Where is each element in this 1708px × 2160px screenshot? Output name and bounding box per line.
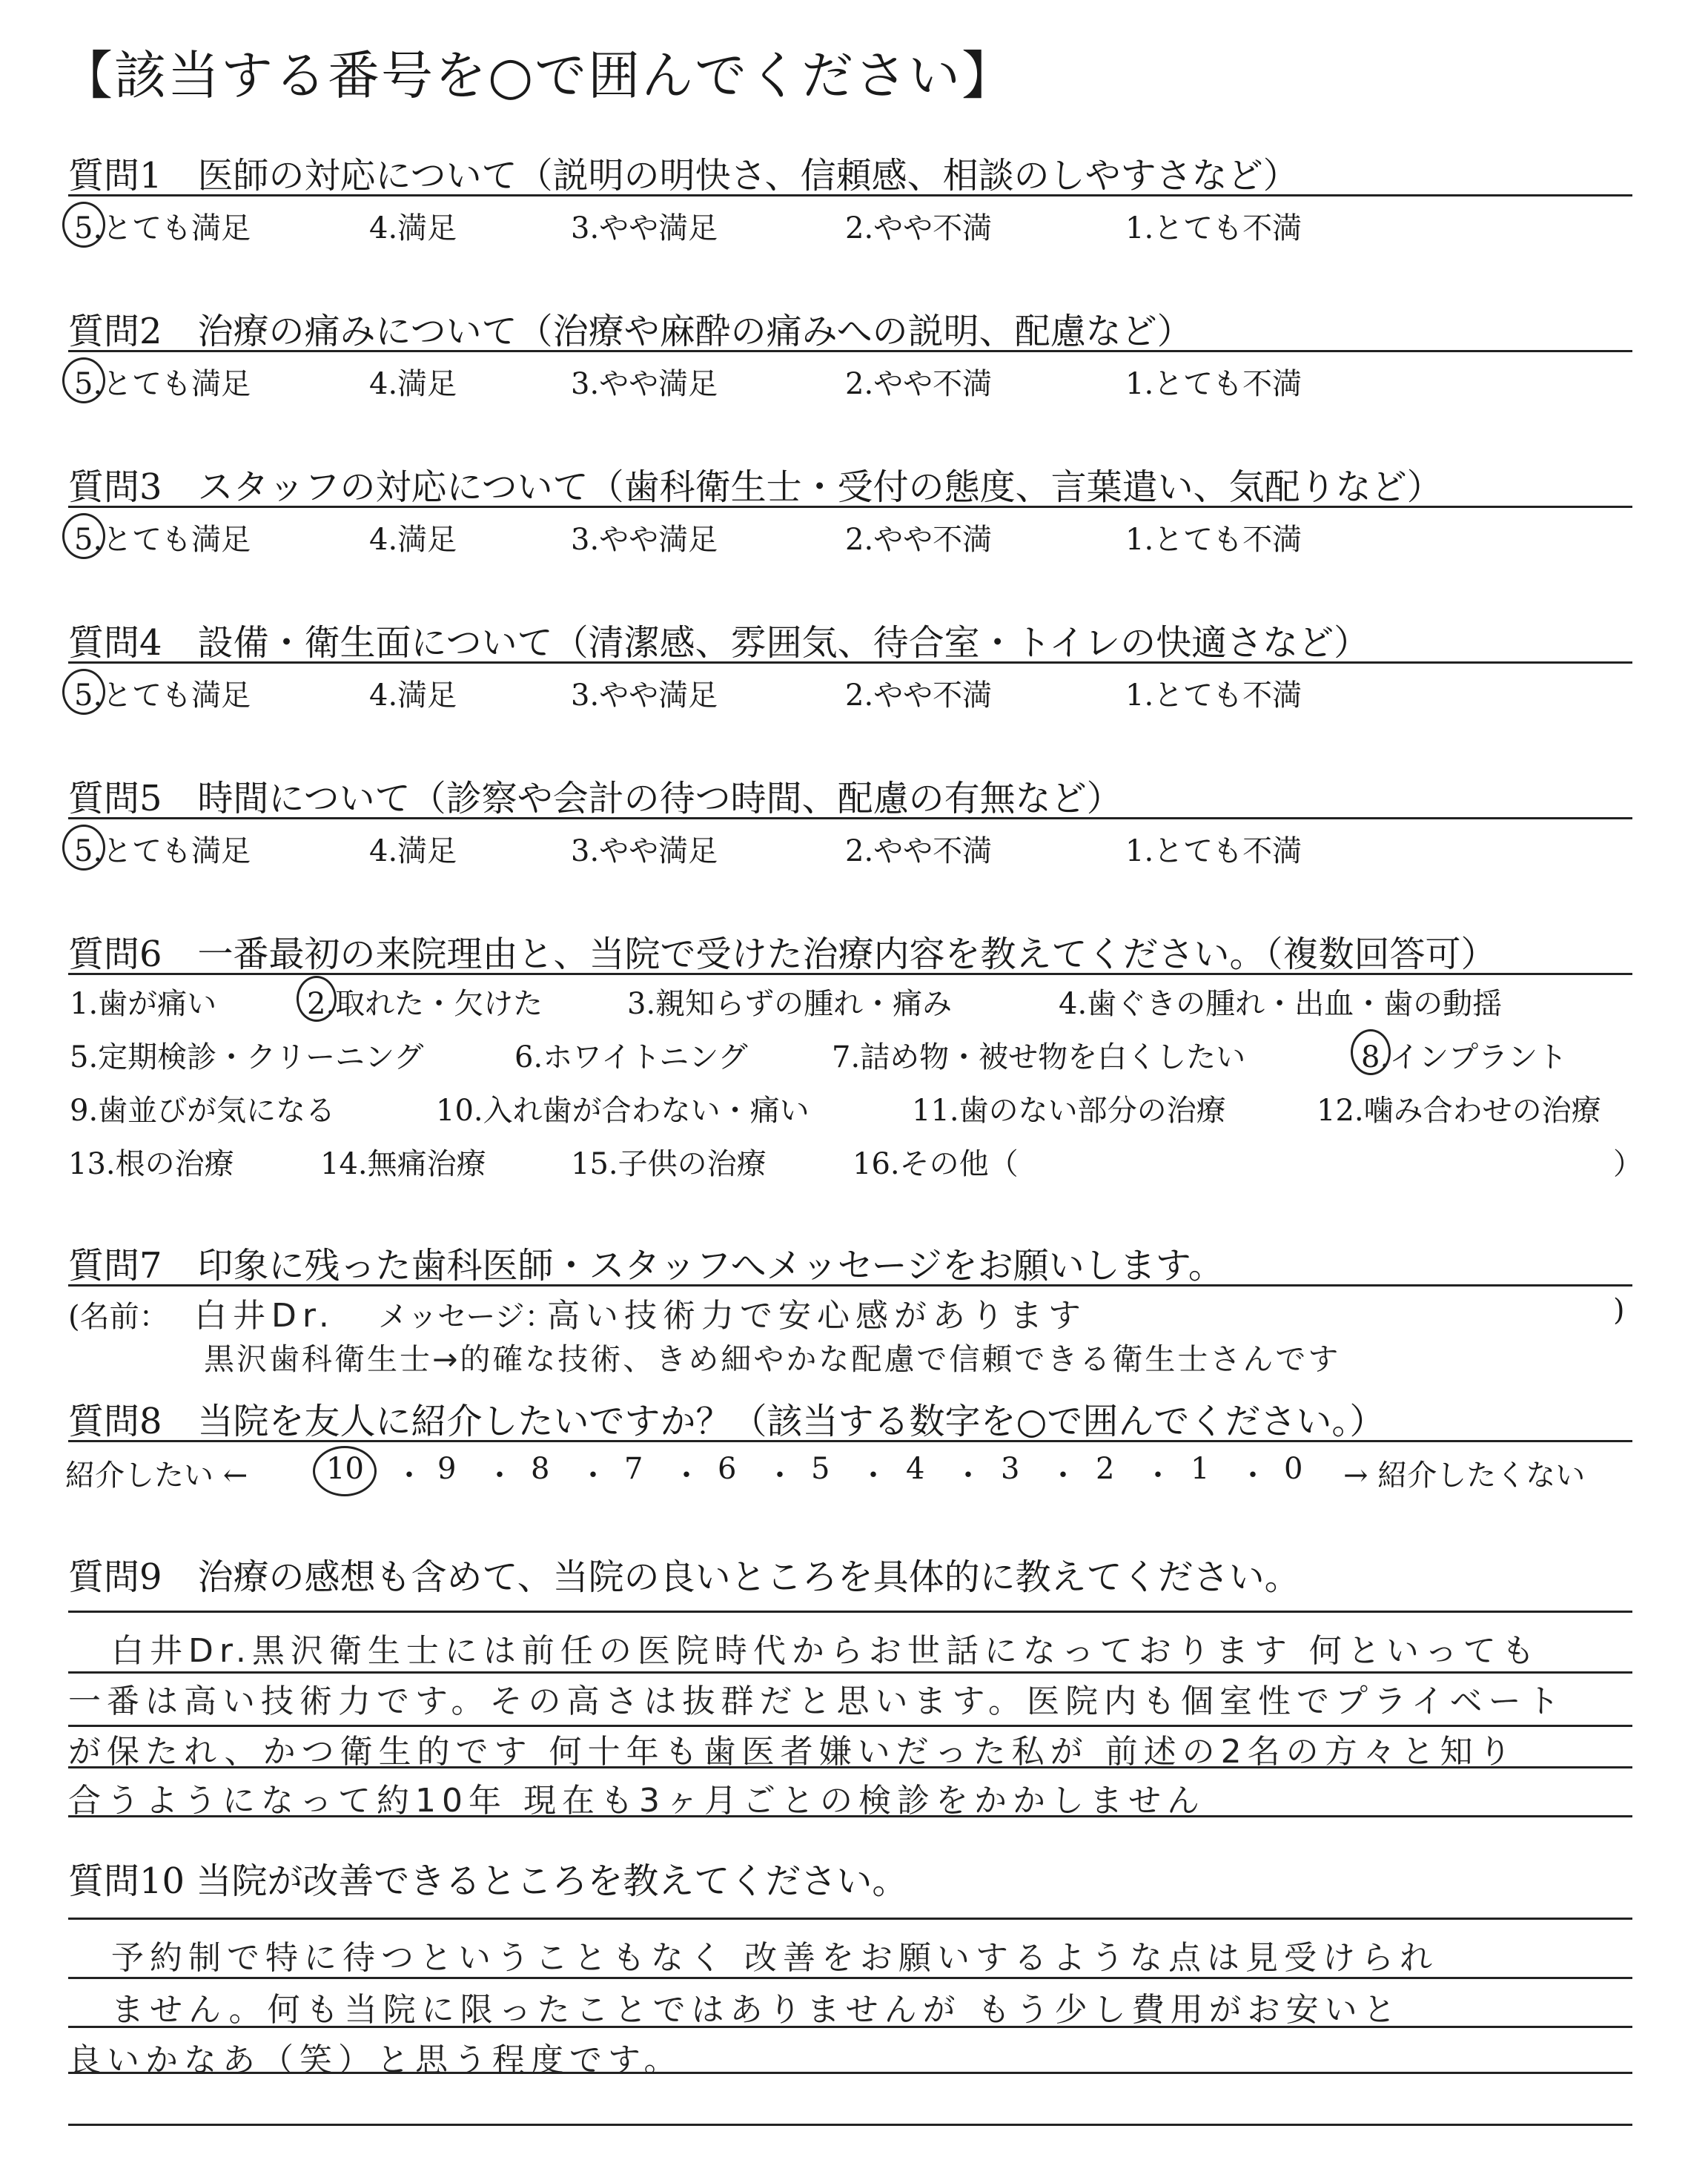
q6-option-13[interactable]: 13.根の治療 bbox=[68, 1147, 234, 1181]
q6-option-16[interactable]: 16.その他（ bbox=[853, 1147, 1019, 1181]
question-2-heading: 質問2 治療の痛みについて（治療や麻酔の痛みへの説明、配慮など） bbox=[68, 311, 1193, 352]
q6-selected-circle-8 bbox=[1351, 1029, 1391, 1075]
question-6-rule bbox=[68, 973, 1632, 975]
recommend-score-5[interactable]: 5 bbox=[811, 1452, 830, 1486]
q1-option-1[interactable]: 1.とても不満 bbox=[1125, 211, 1302, 245]
question-9-heading: 質問9 治療の感想も含めて、当院の良いところを具体的に教えてください。 bbox=[68, 1556, 1300, 1598]
scale-separator: ・ bbox=[672, 1459, 701, 1493]
scale-separator: ・ bbox=[858, 1459, 888, 1493]
scale-separator: ・ bbox=[953, 1459, 983, 1493]
message-line-1: 高い技術力で安心感があります bbox=[547, 1297, 1087, 1335]
q3-option-1[interactable]: 1.とても不満 bbox=[1125, 523, 1302, 557]
q10-answer-line-2: ません。何も当院に限ったことではありませんが もう少し費用がお安いと bbox=[111, 1991, 1402, 2029]
question-7-rule bbox=[68, 1284, 1632, 1287]
q6-option-7[interactable]: 7.詰め物・被せ物を白くしたい bbox=[832, 1040, 1246, 1074]
scale-separator: ・ bbox=[765, 1459, 795, 1493]
recommend-score-2[interactable]: 2 bbox=[1096, 1452, 1115, 1486]
q9-rule-1 bbox=[68, 1611, 1632, 1613]
name-label: (名前： bbox=[68, 1300, 169, 1334]
question-4-heading: 質問4 設備・衛生面について（清潔感、雰囲気、待合室・トイレの快適さなど） bbox=[68, 622, 1370, 664]
q3-option-5[interactable]: 5.とても満足 bbox=[74, 523, 251, 557]
scale-separator: ・ bbox=[485, 1459, 514, 1493]
q6-option-11[interactable]: 11.歯のない部分の治療 bbox=[912, 1094, 1226, 1128]
q4-option-5[interactable]: 5.とても満足 bbox=[74, 678, 251, 713]
q9-answer-line-3: が保たれ、かつ衛生的です 何十年も歯医者嫌いだった私が 前述の2名の方々と知り bbox=[68, 1733, 1517, 1771]
recommend-score-7[interactable]: 7 bbox=[624, 1452, 643, 1486]
recommend-score-4[interactable]: 4 bbox=[906, 1452, 925, 1486]
question-5-heading: 質問5 時間について（診察や会計の待つ時間、配慮の有無など） bbox=[68, 778, 1122, 819]
q5-option-2[interactable]: 2.やや不満 bbox=[845, 834, 993, 868]
q6-option-17[interactable]: ） bbox=[1613, 1147, 1643, 1181]
scale-separator: ・ bbox=[1048, 1459, 1078, 1493]
recommend-score-3[interactable]: 3 bbox=[1001, 1452, 1020, 1486]
question-2-rule bbox=[68, 350, 1632, 352]
question-10-heading: 質問10 当院が改善できるところを教えてください。 bbox=[68, 1860, 908, 1902]
name-value: 白井Dr. bbox=[194, 1297, 335, 1335]
q5-option-1[interactable]: 1.とても不満 bbox=[1125, 834, 1302, 868]
q6-option-12[interactable]: 12.噛み合わせの治療 bbox=[1317, 1094, 1601, 1128]
q2-option-2[interactable]: 2.やや不満 bbox=[845, 367, 993, 401]
q1-option-4[interactable]: 4.満足 bbox=[369, 211, 457, 245]
question-5-rule bbox=[68, 817, 1632, 819]
q4-option-1[interactable]: 1.とても不満 bbox=[1125, 678, 1302, 713]
q6-option-15[interactable]: 15.子供の治療 bbox=[571, 1147, 767, 1181]
q6-option-3[interactable]: 3.親知らずの腫れ・痛み bbox=[627, 987, 953, 1021]
q4-option-4[interactable]: 4.満足 bbox=[369, 678, 457, 713]
message-close-paren: ) bbox=[1613, 1293, 1625, 1327]
question-3-rule bbox=[68, 506, 1632, 508]
q6-option-1[interactable]: 1.歯が痛い bbox=[70, 987, 217, 1021]
q6-option-4[interactable]: 4.歯ぐきの腫れ・出血・歯の動揺 bbox=[1059, 987, 1503, 1021]
scale-separator: ・ bbox=[1238, 1459, 1268, 1493]
message-label: メッセージ： bbox=[378, 1300, 555, 1334]
scale-separator: ・ bbox=[1143, 1459, 1173, 1493]
question-1-rule bbox=[68, 194, 1632, 196]
scale-separator: ・ bbox=[394, 1459, 424, 1493]
q3-option-3[interactable]: 3.やや満足 bbox=[571, 523, 718, 557]
recommend-score-9[interactable]: 9 bbox=[437, 1452, 457, 1486]
recommend-score-8[interactable]: 8 bbox=[531, 1452, 550, 1486]
recommend-left-label: 紹介したい ← bbox=[65, 1459, 248, 1493]
q4-option-2[interactable]: 2.やや不満 bbox=[845, 678, 993, 713]
q10-answer-line-3: 良いかなあ（笑）と思う程度です。 bbox=[68, 2041, 683, 2079]
q6-option-8[interactable]: 8.インプラント bbox=[1361, 1040, 1568, 1074]
q4-selected-circle bbox=[62, 669, 105, 715]
q6-option-14[interactable]: 14.無痛治療 bbox=[320, 1147, 486, 1181]
q2-option-1[interactable]: 1.とても不満 bbox=[1125, 367, 1302, 401]
q6-option-5[interactable]: 5.定期検診・クリーニング bbox=[70, 1040, 424, 1074]
q3-selected-circle bbox=[62, 513, 105, 559]
q5-option-5[interactable]: 5.とても満足 bbox=[74, 834, 251, 868]
q6-selected-circle-2 bbox=[297, 976, 337, 1022]
q4-option-3[interactable]: 3.やや満足 bbox=[571, 678, 718, 713]
q6-option-10[interactable]: 10.入れ歯が合わない・痛い bbox=[436, 1094, 810, 1128]
q9-answer-line-4: 合うようになって約10年 現在も3ヶ月ごとの検診をかかしません bbox=[68, 1782, 1205, 1820]
q1-selected-circle bbox=[62, 202, 105, 248]
q5-selected-circle bbox=[62, 825, 105, 871]
question-8-rule bbox=[68, 1440, 1632, 1442]
q2-option-5[interactable]: 5.とても満足 bbox=[74, 367, 251, 401]
q5-option-3[interactable]: 3.やや満足 bbox=[571, 834, 718, 868]
q6-option-6[interactable]: 6.ホワイトニング bbox=[514, 1040, 748, 1074]
recommend-score-6[interactable]: 6 bbox=[718, 1452, 737, 1486]
question-6-heading: 質問6 一番最初の来院理由と、当院で受けた治療内容を教えてください。（複数回答可） bbox=[68, 934, 1497, 975]
question-3-heading: 質問3 スタッフの対応について（歯科衛生士・受付の態度、言葉遣い、気配りなど） bbox=[68, 466, 1443, 508]
question-7-heading: 質問7 印象に残った歯科医師・スタッフへメッセージをお願いします。 bbox=[68, 1245, 1224, 1287]
q9-answer-line-1: 白井Dr.黒沢衛生士には前任の医院時代からお世話になっております 何といっても bbox=[111, 1632, 1540, 1670]
q10-rule-1 bbox=[68, 1918, 1632, 1920]
q6-option-9[interactable]: 9.歯並びが気になる bbox=[70, 1094, 336, 1128]
page-title: 【該当する番号を○で囲んでください】 bbox=[61, 45, 1016, 106]
q9-answer-line-2: 一番は高い技術力です。その高さは抜群だと思います。医院内も個室性でプライベート bbox=[68, 1682, 1566, 1720]
q5-option-4[interactable]: 4.満足 bbox=[369, 834, 457, 868]
q1-option-2[interactable]: 2.やや不満 bbox=[845, 211, 993, 245]
message-line-2: 黒沢歯科衛生士→的確な技術、きめ細やかな配慮で信頼できる衛生士さんです bbox=[204, 1341, 1341, 1377]
q1-option-5[interactable]: 5.とても満足 bbox=[74, 211, 251, 245]
q10-answer-line-1: 予約制で特に待つということもなく 改善をお願いするような点は見受けられ bbox=[111, 1939, 1438, 1977]
question-1-heading: 質問1 医師の対応について（説明の明快さ、信頼感、相談のしやすさなど） bbox=[68, 155, 1299, 196]
q3-option-2[interactable]: 2.やや不満 bbox=[845, 523, 993, 557]
q9-rule-2 bbox=[68, 1671, 1632, 1674]
scale-separator: ・ bbox=[578, 1459, 608, 1493]
q6-option-2[interactable]: 2.取れた・欠けた bbox=[307, 987, 543, 1021]
q10-rule-5 bbox=[68, 2124, 1632, 2126]
recommend-selected-circle bbox=[313, 1446, 377, 1496]
q2-option-4[interactable]: 4.満足 bbox=[369, 367, 457, 401]
question-4-rule bbox=[68, 661, 1632, 664]
q2-selected-circle bbox=[62, 357, 105, 403]
question-8-heading: 質問8 当院を友人に紹介したいですか？（該当する数字を○で囲んでください。） bbox=[68, 1401, 1386, 1442]
q3-option-4[interactable]: 4.満足 bbox=[369, 523, 457, 557]
recommend-score-10[interactable]: 10 bbox=[326, 1452, 364, 1486]
recommend-right-label: → 紹介したくない bbox=[1343, 1459, 1586, 1493]
q2-option-3[interactable]: 3.やや満足 bbox=[571, 367, 718, 401]
recommend-score-0[interactable]: 0 bbox=[1284, 1452, 1303, 1486]
recommend-score-1[interactable]: 1 bbox=[1191, 1452, 1210, 1486]
q1-option-3[interactable]: 3.やや満足 bbox=[571, 211, 718, 245]
